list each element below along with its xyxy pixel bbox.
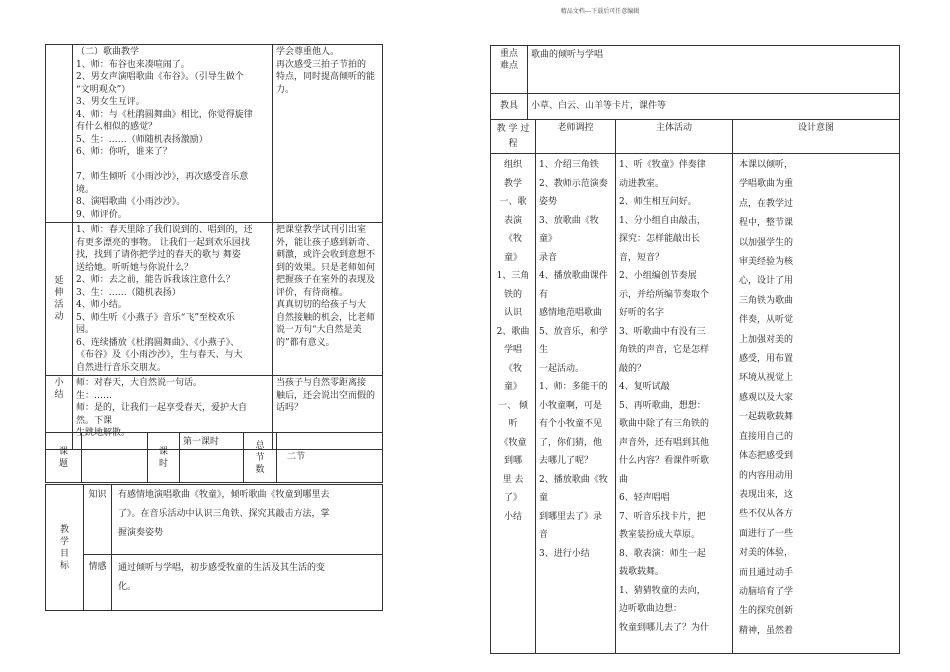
knowledge-objectives	[112, 485, 383, 555]
text-line: 数	[255, 464, 265, 475]
text-line: “文明观众”）	[76, 84, 131, 95]
text-line: 点，在教学过	[739, 198, 794, 209]
student-header: 主体活动	[616, 120, 733, 154]
text-line: 师：是的，让我们一起享受春天，爱护大自	[76, 403, 248, 413]
text-line: 找，找到了请你把学过的春天的歌与 舞姿	[76, 250, 241, 260]
text-line: 有	[539, 289, 549, 300]
text-line: 感观以及大家	[739, 392, 794, 403]
text-line: 当孩子与自然零距离接	[276, 378, 367, 388]
teaching-objectives-table	[45, 484, 383, 611]
text-line: 6、连续播放《杜鹃圆舞曲》、《小燕子》、	[76, 337, 240, 348]
text-line: 精神，虽然着	[739, 625, 794, 636]
text-line: 音	[539, 530, 549, 540]
text-line: 评价，有待商榷。	[276, 287, 349, 298]
text-line: 探究：怎样能敲出长	[619, 234, 701, 244]
text-line: 然。下课	[76, 415, 113, 426]
text-line: 听	[508, 419, 518, 429]
text-line: 《牧	[503, 363, 522, 374]
text-line: 小结	[503, 511, 522, 522]
text-line: 环境从视觉上	[739, 373, 794, 384]
text-line: 再次感受三拍子节拍的	[276, 59, 367, 70]
text-line: 5、生：……（师随机表扬激励）	[76, 134, 208, 145]
text-line: 7、听音乐找卡片，把	[619, 511, 706, 522]
text-line: 到哪	[503, 456, 522, 466]
text-line: 了，你们猜，他	[539, 437, 603, 448]
teaching-process-table	[490, 119, 900, 654]
text-line: 学唱歌曲为重	[739, 179, 794, 190]
text-line: 5、放音乐，和学	[539, 326, 608, 337]
process-header-line1: 教 学 过	[496, 124, 530, 134]
text-line: 外，能让孩子感到新奇、	[276, 237, 376, 248]
text-line: 童》	[503, 382, 522, 392]
text-line: 而且通过动手	[739, 567, 794, 578]
text-line: 教	[59, 524, 69, 535]
text-line: 有个小牧童不见	[539, 419, 603, 429]
text-line: 化。	[118, 582, 137, 592]
song-teaching-steps	[73, 45, 273, 223]
text-line: 以加强学生的	[739, 237, 794, 248]
text-line: 生跳地解散。	[76, 428, 131, 438]
text-line: 目	[59, 548, 69, 559]
text-line: 心，设计了用	[739, 276, 794, 287]
text-line: 动	[54, 312, 64, 322]
text-line: 童	[539, 493, 549, 503]
text-line: 生的探究创新	[739, 606, 794, 617]
focus-difficulty-label	[491, 46, 528, 94]
text-line: 活	[54, 300, 64, 310]
text-line: 曲	[619, 474, 629, 485]
text-line: 小	[54, 378, 64, 388]
empty-label-cell	[46, 45, 73, 223]
student-activity-steps	[616, 154, 733, 654]
topic-value	[82, 433, 148, 483]
text-line: 课	[158, 446, 168, 457]
text-line: 小牧童啊，可是	[539, 400, 603, 411]
song-teaching-intent	[273, 45, 383, 223]
text-line: 5、师生听《小燕子》音乐“飞”至校欢乐	[76, 312, 235, 323]
text-line: 6、轻声唱唱	[619, 493, 670, 503]
text-line: 7、师生倾听《小雨沙沙》，再次感受音乐意	[76, 172, 249, 182]
right-info-table	[490, 45, 900, 120]
text-line: 体态把感受到	[739, 451, 794, 462]
text-line: 角铁的声音，它是怎样	[619, 345, 710, 355]
text-line: 2、播放歌曲《牧	[539, 474, 608, 485]
teacher-header: 老师调控	[536, 120, 616, 154]
text-line: 2、小组编创节奏展	[619, 271, 697, 281]
text-line: 牧童到哪儿去了？为什	[619, 622, 710, 633]
text-line: 生	[539, 345, 549, 355]
text-line: 认识	[503, 308, 522, 318]
text-line: 境。	[76, 184, 95, 195]
text-line: 真真切切的给孩子与大	[276, 300, 367, 310]
text-line: 时	[158, 458, 168, 469]
text-line: 童》	[503, 252, 522, 263]
text-line: 生：……	[76, 390, 113, 401]
text-line: 4、播放歌曲课件	[539, 271, 608, 281]
text-line: 2、师生相互问好。	[619, 197, 697, 207]
text-line: 本课以倾听，	[739, 160, 794, 170]
section-count-label	[244, 433, 277, 483]
text-line: 1、师：布谷也来凑喧闹了。	[76, 59, 190, 70]
text-line: 1、三角	[496, 271, 530, 281]
text-line: 什么内容？看课件听歌	[619, 456, 710, 466]
text-line: 一、 倾	[498, 400, 528, 411]
emotion-objectives	[112, 555, 383, 611]
text-line: 表现出来，这	[739, 489, 794, 500]
text-line: 4、复听试敲	[619, 382, 670, 392]
text-line: 把握孩子在室外的表现及	[276, 275, 376, 285]
text-line: 触后，还会说出空而假的	[276, 390, 376, 401]
text-line: 自然接触的机会，比老师	[276, 312, 376, 323]
text-line: 8、歌表演：师生一起	[619, 548, 706, 559]
text-line: 音，短音？	[619, 252, 665, 263]
text-line	[76, 159, 269, 172]
text-line: 一、歌	[499, 197, 527, 207]
text-line: 程中，整节课	[739, 218, 794, 229]
text-line: 面进行了一些	[739, 528, 794, 539]
text-line: 有感情地演唱歌曲《牧童》，倾听歌曲《牧童到哪里去	[118, 490, 330, 500]
extension-activity-steps	[73, 223, 273, 376]
text-line: 刺激，或许会收到意想不	[276, 250, 376, 260]
text-line: 力。	[276, 84, 295, 95]
text-line: 2、男女声演唱歌曲《布谷》。（引导生做个	[76, 72, 244, 82]
text-line: 三角铁为歌曲	[739, 295, 794, 306]
text-line: 重点	[499, 49, 518, 59]
process-header-line2: 程	[508, 139, 518, 149]
text-line: 话吗？	[276, 403, 304, 413]
period-label	[148, 433, 180, 483]
text-line: 教室装扮成大草原。	[619, 530, 701, 540]
text-line: 2、歌曲	[496, 326, 530, 337]
knowledge-label: 知识	[84, 485, 112, 555]
text-line: 铁的	[503, 289, 522, 300]
extension-activity-label	[46, 223, 73, 376]
text-line: 1、师：春天里除了我们说到的、唱到的，还	[76, 225, 253, 235]
text-line: 1、分小组自由敲击，	[619, 215, 706, 226]
text-line: 伸	[54, 288, 64, 298]
text-line: 节	[255, 452, 265, 463]
text-line: 感情地范唱歌曲	[539, 308, 603, 318]
text-line: 组织	[503, 160, 522, 170]
text-line: 结	[54, 390, 64, 400]
focus-difficulty-value: 歌曲的倾听与学唱	[528, 46, 900, 94]
text-line: 姿势	[539, 197, 558, 207]
text-line: 3、男女生互评。	[76, 97, 145, 107]
text-line: 伴奏，从听觉	[739, 315, 794, 326]
text-line: 教学	[503, 178, 522, 189]
period-value: 第一课时	[180, 433, 244, 483]
text-line: 6、师：你听，谁来了？	[76, 147, 172, 157]
text-line: 审美经验为核	[739, 257, 794, 268]
text-line: 学会尊重他人。	[276, 47, 340, 57]
text-line: 声音外，还有唱到其他	[619, 437, 710, 448]
text-line: 通过倾听与学唱，初步感受牧童的生活及其生活的变	[118, 563, 326, 573]
text-line: 边听歌曲边想：	[619, 604, 683, 614]
text-line: 上加强对美的	[739, 334, 794, 345]
text-line: 了》	[503, 493, 522, 503]
section-count-value: 二节	[277, 433, 383, 483]
text-line: 题	[58, 458, 68, 469]
text-line: 《布谷》及《小雨沙沙》，生与春天、与大	[76, 350, 243, 360]
text-line: 载歌载舞。	[619, 567, 665, 577]
process-steps	[491, 154, 536, 654]
text-line: 了》。在音乐活动中认识三角铁、探究其敲击方法，掌	[118, 509, 330, 519]
text-line: 示，并给所编节奏取个	[619, 289, 710, 300]
text-line: 直接用自己的	[739, 431, 794, 442]
text-line: 动脑培育了学	[739, 586, 794, 597]
text-line: 3、生：……（随机表扬）	[76, 287, 181, 298]
text-line: 对美的体验，	[739, 548, 794, 559]
emotion-label: 情感	[84, 555, 112, 611]
text-line: 5、再听歌曲，想想：	[619, 400, 706, 411]
text-line: 课	[58, 446, 68, 457]
text-line: 8、演唱歌曲《小雨沙沙》。	[76, 197, 186, 207]
text-line: 学	[59, 536, 69, 547]
text-line: 把课堂教学试刊引出室	[276, 225, 367, 235]
document-header-note: 精品文档---下载后可任意编辑	[560, 8, 640, 15]
text-line: 4、师：与《杜鹃圆舞曲》相比，你觉得旋律	[76, 109, 253, 120]
process-header	[491, 120, 536, 154]
text-line: 歌曲中除了有三角铁的	[619, 419, 710, 429]
text-line: 敲的？	[619, 363, 647, 374]
text-line: 学唱	[503, 345, 522, 355]
text-line: 的内容用动用	[739, 470, 794, 481]
text-line: 2、师：去之前，能告诉我该注意什么？	[76, 275, 235, 285]
text-line: 感受，用布置	[739, 354, 794, 365]
text-line: 自然进行音乐交朋友。	[76, 362, 167, 373]
text-line: 的”都有意义。	[276, 337, 335, 348]
text-line: 些不仅从各方	[739, 509, 794, 520]
text-line: 特点，同时提高倾听的能	[276, 72, 376, 82]
text-line: 送给她。听听她与你说什么？	[76, 262, 194, 273]
text-line: 《牧童	[499, 437, 527, 448]
text-line: 《牧	[503, 234, 522, 244]
teacher-control-steps	[536, 154, 616, 654]
text-line: 2、教师示范演奏	[539, 178, 608, 189]
text-line: 4、师小结。	[76, 300, 127, 310]
text-line: 3、听歌曲中有没有三	[619, 326, 706, 337]
intent-header: 设计意图	[733, 120, 900, 154]
text-line: 说一万句“大自然是美	[276, 325, 362, 335]
text-line: 里 去	[502, 474, 524, 485]
text-line: 握演奏姿势	[118, 528, 164, 538]
text-line: 总	[255, 440, 265, 451]
text-line: （二）歌曲教学	[76, 47, 140, 57]
text-line: 童》	[539, 234, 558, 244]
text-line: 难点	[499, 61, 518, 71]
text-line: 到哪里去了》录	[539, 511, 603, 522]
text-line: 表演	[503, 215, 522, 226]
objectives-label	[46, 485, 84, 611]
text-line: 到的效果。只是老师如何	[276, 262, 376, 273]
text-line: 3、放歌曲《牧	[539, 215, 599, 226]
text-line: 有更多漂亮的事物。 让我们一起到欢乐园找	[76, 237, 250, 248]
text-line: 1、猜猜牧童的去向，	[619, 585, 706, 596]
text-line: 有什么相似的感觉？	[76, 122, 158, 132]
left-lesson-table	[45, 44, 383, 450]
text-line: 一起活动。	[539, 363, 585, 374]
lesson-info-table	[45, 432, 383, 483]
text-line: 1、师：多能干的	[539, 382, 608, 392]
text-line: 3、进行小结	[539, 548, 590, 559]
text-line: 标	[59, 560, 69, 571]
text-line: 1、介绍三角铁	[539, 160, 599, 170]
text-line: 去哪儿了呢？	[539, 456, 594, 466]
text-line: 延	[54, 276, 64, 286]
extension-activity-intent	[273, 223, 383, 376]
teaching-aids-value: 小草、白云、山羊等卡片，课件等	[528, 94, 900, 120]
text-line: 一起载歌载舞	[739, 412, 794, 423]
design-intent-steps	[733, 154, 900, 654]
text-line: 9、师评价。	[76, 209, 127, 220]
text-line: 1、听《牧童》伴奏律	[619, 160, 706, 170]
text-line: 好听的名字	[619, 308, 665, 318]
text-line: 园。	[76, 325, 95, 335]
teaching-aids-label: 教具	[491, 94, 528, 120]
text-line: 录音	[539, 252, 558, 263]
text-line: 动进教室。	[619, 178, 665, 189]
topic-label	[46, 433, 82, 483]
text-line: 师：对春天，大自然说一句话。	[76, 378, 203, 388]
